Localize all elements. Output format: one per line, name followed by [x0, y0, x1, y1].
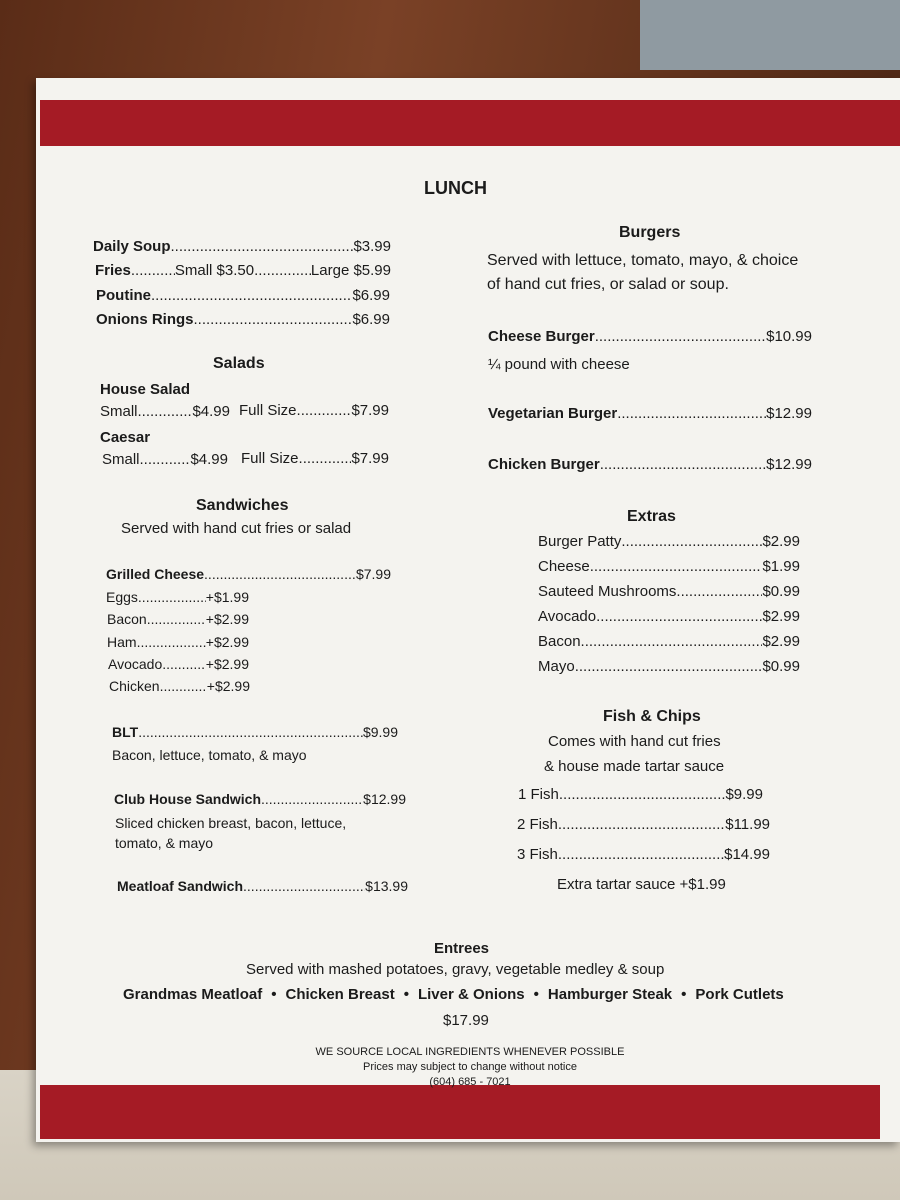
salads-heading: Salads — [213, 355, 265, 372]
footer-price-notice: Prices may subject to change without notice — [362, 1061, 577, 1073]
entrees-subtitle: Served with mashed potatoes, gravy, vegetable medley & soup — [246, 961, 665, 978]
fish-chips-heading: Fish & Chips — [603, 708, 701, 725]
menu-sheet — [36, 78, 900, 1142]
cheese-burger-description: ¼ pound with cheese — [488, 356, 630, 373]
entree-pork-cutlets: Pork Cutlets — [695, 986, 784, 1003]
menu-item-vegetarian-burger: Vegetarian Burger ..... $12.99 — [488, 405, 812, 422]
wall-background — [640, 0, 900, 70]
menu-item-grilled-cheese: Grilled Cheese ..... $7.99 — [106, 566, 391, 582]
menu-item-fries: Fries ..... Small $3.50 ..... Large $5.99 — [95, 262, 391, 279]
extra-cheese: Cheese ..... $1.99 — [538, 558, 800, 575]
addon-eggs: Eggs ..... +$1.99 — [106, 589, 249, 605]
caesar-salad-small: Small ..... $4.99 — [102, 451, 228, 468]
entree-separator: • — [403, 986, 409, 1003]
house-salad-full: Full Size ..... $7.99 — [239, 402, 389, 419]
fish-chips-description-2: & house made tartar sauce — [544, 758, 725, 775]
menu-item-meatloaf-sandwich: Meatloaf Sandwich ..... $13.99 — [117, 878, 408, 894]
addon-avocado: Avocado ..... +$2.99 — [108, 656, 249, 672]
house-salad-name: House Salad — [100, 381, 191, 398]
bottom-red-band — [40, 1085, 880, 1139]
entree-separator: • — [533, 986, 539, 1003]
entree-chicken-breast: Chicken Breast — [285, 986, 395, 1003]
fish-chips-description-1: Comes with hand cut fries — [548, 733, 721, 750]
burgers-description-1: Served with lettuce, tomato, mayo, & choice — [487, 252, 799, 269]
footer-notes — [270, 1045, 670, 1090]
menu-title: LUNCH — [424, 178, 487, 198]
extra-sauteed-mushrooms: Sauteed Mushrooms ..... $0.99 — [538, 583, 800, 600]
fish-item-2: 2 Fish ..... $11.99 — [517, 816, 770, 833]
extras-heading: Extras — [627, 508, 676, 525]
menu-item-poutine: Poutine ..... $6.99 — [96, 287, 390, 304]
fish-extra-tartar: Extra tartar sauce +$1.99 — [557, 876, 726, 893]
house-salad-small: Small ..... $4.99 — [100, 403, 230, 420]
sandwiches-heading: Sandwiches — [196, 497, 289, 514]
extra-mayo: Mayo ..... $0.99 — [538, 658, 800, 675]
burgers-description-2: of hand cut fries, or salad or soup. — [487, 276, 729, 293]
fish-item-1: 1 Fish ..... $9.99 — [518, 786, 763, 803]
menu-item-chicken-burger: Chicken Burger ..... $12.99 — [488, 456, 812, 473]
addon-ham: Ham ..... +$2.99 — [107, 634, 249, 650]
extra-bacon: Bacon ..... $2.99 — [538, 633, 800, 650]
sandwiches-subtitle: Served with hand cut fries or salad — [121, 520, 352, 537]
blt-description: Bacon, lettuce, tomato, & mayo — [112, 747, 307, 763]
addon-bacon: Bacon ..... +$2.99 — [107, 611, 249, 627]
entree-separator: • — [271, 986, 277, 1003]
footer-phone: (604) 685 - 7021 — [429, 1076, 511, 1088]
menu-item-cheese-burger: Cheese Burger ..... $10.99 — [488, 328, 812, 345]
caesar-salad-name: Caesar — [100, 429, 151, 446]
top-red-band — [40, 100, 900, 146]
burgers-heading: Burgers — [619, 224, 681, 241]
entree-separator: • — [681, 986, 687, 1003]
extra-burger-patty: Burger Patty ..... $2.99 — [538, 533, 800, 550]
entrees-price: $17.99 — [443, 1012, 489, 1029]
entrees-list — [123, 986, 784, 1003]
extra-avocado: Avocado ..... $2.99 — [538, 608, 800, 625]
entree-liver-onions: Liver & Onions — [417, 986, 525, 1003]
addon-chicken: Chicken ..... +$2.99 — [109, 678, 250, 694]
menu-item-club-house: Club House Sandwich ..... $12.99 — [114, 791, 406, 807]
menu-item-daily-soup: Daily Soup ..... $3.99 — [93, 238, 391, 255]
footer-local-ingredients: WE SOURCE LOCAL INGREDIENTS WHENEVER POSSIBLE — [315, 1046, 625, 1058]
fish-item-3: 3 Fish ..... $14.99 — [517, 846, 770, 863]
menu-item-onion-rings: Onions Rings ..... $6.99 — [96, 311, 390, 328]
entrees-heading: Entrees — [434, 940, 490, 957]
entree-hamburger-steak: Hamburger Steak — [547, 986, 673, 1003]
caesar-salad-full: Full Size ..... $7.99 — [241, 450, 389, 467]
club-house-description-1: Sliced chicken breast, bacon, lettuce, — [115, 815, 347, 831]
menu-item-blt: BLT ..... $9.99 — [112, 724, 398, 740]
entree-grandmas-meatloaf: Grandmas Meatloaf — [123, 986, 263, 1003]
club-house-description-2: tomato, & mayo — [115, 835, 214, 851]
